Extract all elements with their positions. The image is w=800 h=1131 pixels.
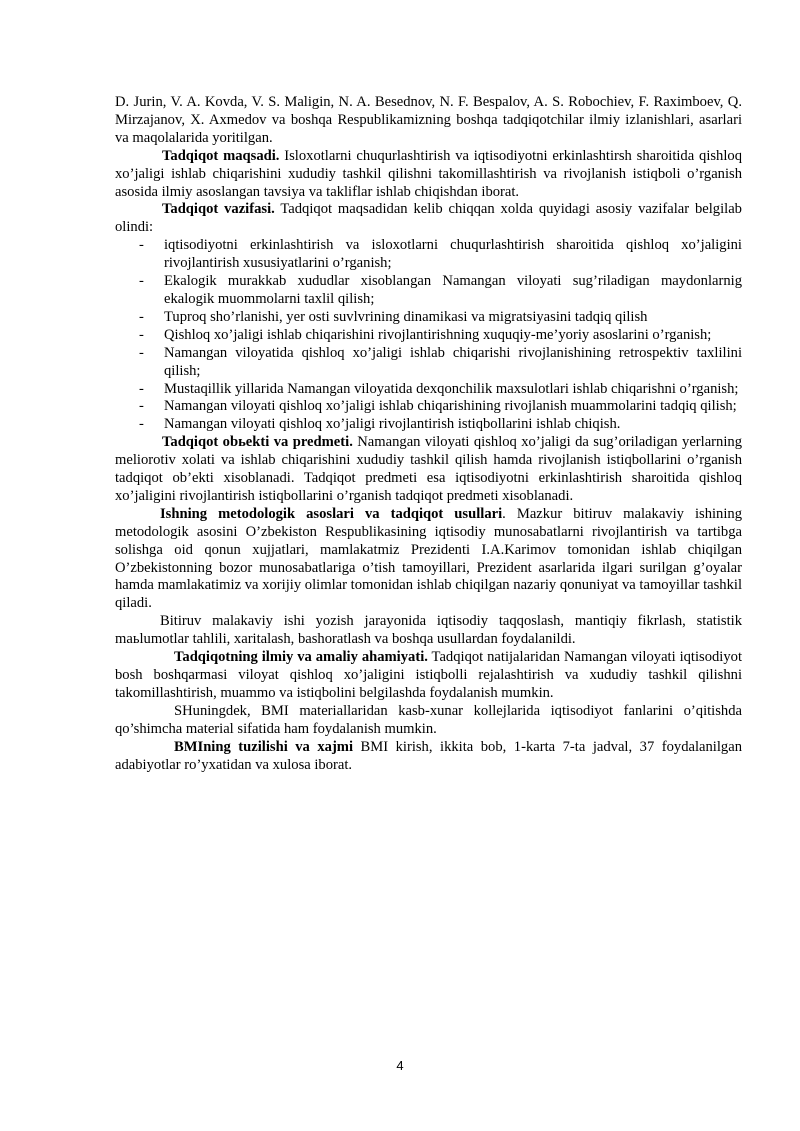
- list-dash: -: [139, 237, 144, 254]
- structure-text: BMI kirish, ikkita bob, 1-karta 7-ta jadval, 37 foydalanilgan adabiyotlar ro’yxatidan va xulosa iborat.: [115, 738, 742, 773]
- significance-paragraph: [115, 649, 742, 703]
- list-item-text: iqtisodiyotni erkinlashtirish va isloxotlarni chuqurlashtirish sharoitida qishloq xo’jaligini rivojlantirish xususiyatlarini o’rganish;: [164, 237, 742, 272]
- list-item: [115, 416, 742, 434]
- tasks-text: Tadqiqot maqsadidan kelib chiqqan xolda quyidagi asosiy vazifalar belgilab olindi:: [115, 201, 742, 236]
- significance-heading: Tadqiqotning ilmiy va amaliy ahamiyati.: [174, 649, 428, 666]
- significance-text: Tadqiqot natijalaridan Namangan viloyati iqtisodiyot bosh boshqarmasi viloyat qishloq xo’jaligini istiqbolli rejalashtirish va xududiy tashkil qilishni takomillashtirish, muammo va istiqbolini belgilashda foydalanish mumkin.: [115, 649, 742, 701]
- object-text: Namangan viloyati qishloq xo’jaligi da sug’oriladigan yerlarning meliorotiv xolati va ishlab chiqarishini xududiy tashkil qilish hamda rivojlanish istiqbollarini o’rganish tadqiqot ob’ekti xisoblanadi. Tadqiqot predmeti esa iqtisodiyotni erkinlashtirish sharoitida qishloq xo’jaligini rivojlantirish istiqbollarini o’rganish tadqiqot predmeti xisoblanadi.: [115, 434, 742, 504]
- list-item-text: Qishloq xo’jaligi ishlab chiqarishini rivojlantirishning xuquqiy-me’yoriy asoslarini o’rganish;: [164, 326, 712, 343]
- list-item-text: Namangan viloyatida qishloq xo’jaligi ishlab chiqarishi rivojlanishining retrospektiv taxlilini qilish;: [164, 344, 742, 379]
- tasks-paragraph: [115, 201, 742, 237]
- list-item-text: Ekalogik murakkab xududlar xisoblangan Namangan viloyati sug’riladigan maydonlarnig ekalogik muommolarni taxlil qilish;: [164, 273, 742, 307]
- list-dash: -: [139, 273, 144, 290]
- goal-text: Isloxotlarni chuqurlashtirish va iqtisodiyotni erkinlashtirsh sharoitida qishloq xo’jaligi ishlab chiqarishini xududiy tashkil qilishni takomillashtirish va rivojlanish istiqboli o’rganish asosida ilmiy asoslangan tavsiya va takliflar ishlab chiqishdan iborat.: [115, 147, 742, 200]
- object-paragraph: [115, 434, 742, 506]
- list-item: [115, 381, 742, 399]
- list-item-text: Mustaqillik yillarida Namangan viloyatida dexqonchilik maxsulotlari ishlab chiqarishni o’rganish;: [164, 380, 739, 397]
- page-number: 4: [396, 1058, 404, 1073]
- list-item: [115, 309, 742, 327]
- list-dash: -: [139, 308, 144, 325]
- structure-heading: BMIning tuzilishi va xajmi: [174, 738, 354, 755]
- tasks-heading: Tadqiqot vazifasi.: [162, 201, 275, 218]
- list-item-text: Tuproq sho’rlanishi, yer osti suvlvrining dinamikasi va migratsiyasini tadqiq qilish: [164, 308, 648, 325]
- list-item-text: Namangan viloyati qishloq xo’jaligi rivojlantirish istiqbollarini ishlab chiqish.: [164, 416, 621, 433]
- list-item: [115, 345, 742, 381]
- list-item: [115, 398, 742, 416]
- list-item-text: Namangan viloyati qishloq xo’jaligi ishlab chiqarishining rivojlanish muammolarini tadqiq qilish;: [164, 398, 737, 415]
- object-heading: Tadqiqot obьekti va predmeti.: [162, 434, 353, 451]
- methods-paragraph: [115, 506, 742, 613]
- list-item: [115, 327, 742, 345]
- methods-text: . Mazkur bitiruv malakaviy ishining metodologik asosini O’zbekiston Respublikasining iqtisodiy munosabatlarni rivojlantirish va tartibga solishga oid qonun xujjatlari, mamlakatmiz Prezidenti I.A.Karimov tomonidan ishlab chiqilgan O’zbekistonning bozor munosabatlariga o’tish tamoyillari, Prezident asarlarida ilgari surilgan g’oyalar hamda mamlakatimiz va xorijiy olimlar tomonidan ishlab chiqilgan nazariy qonuniyat va tamoyillar tashkil qiladi.: [115, 505, 742, 612]
- significance-extra-paragraph: SHuningdek, BMI materiallaridan kasb-xunar kollejlarida iqtisodiyot fanlarini o’qitishda qo’shimcha material sifatida ham foydalanish mumkin.: [115, 702, 742, 737]
- list-dash: -: [139, 344, 144, 361]
- methods-heading: Ishning metodologik asoslari va tadqiqot usullari: [160, 505, 503, 522]
- intro-paragraph: D. Jurin, V. A. Kovda, V. S. Maligin, N. A. Besednov, N. F. Bespalov, A. S. Robochiev, F. Raximboev, Q. Mirzajanov, X. Axmedov va boshqa Respublikamizning boshqa tadqiqotchilar ilmiy izlanishlari, asarlari va maqolalarida yoritilgan.: [115, 94, 742, 146]
- list-dash: -: [139, 380, 144, 397]
- goal-heading: Tadqiqot maqsadi.: [162, 147, 280, 164]
- list-item: [115, 273, 742, 309]
- goal-paragraph: [115, 148, 742, 202]
- list-dash: -: [139, 326, 144, 343]
- list-dash: -: [139, 398, 144, 415]
- list-item: [115, 237, 742, 273]
- methods-extra-paragraph: Bitiruv malakaviy ishi yozish jarayonida iqtisodiy taqqoslash, mantiqiy fikrlash, statistik maьlumotlar tahlili, xaritalash, bashoratlash va boshqa usullardan foydalanildi.: [115, 613, 742, 648]
- list-dash: -: [139, 416, 144, 433]
- page-content: [115, 94, 742, 774]
- tasks-list: [115, 237, 742, 434]
- structure-paragraph: [115, 739, 742, 775]
